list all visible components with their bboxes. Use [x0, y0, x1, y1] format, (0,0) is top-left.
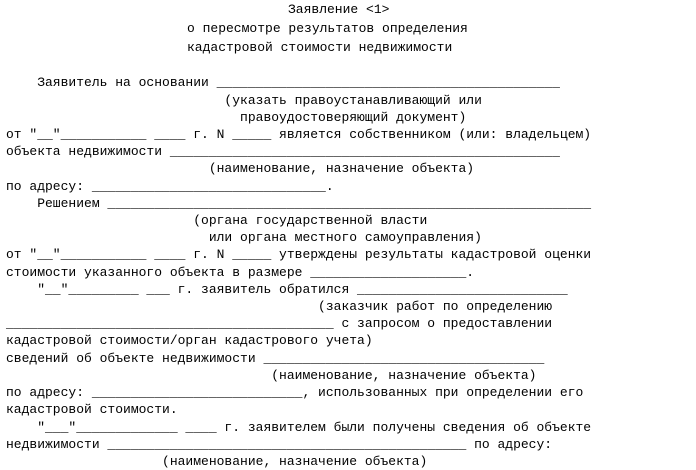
valuation-amount-line: стоимости указанного объекта в размере ____________________.	[6, 265, 475, 280]
hint-authority-cont: или органа местного самоуправления)	[6, 230, 482, 245]
info-received-line: "___"_____________ ____ г. заявителем были получены сведения об объекте	[6, 420, 592, 435]
document-title-subject: о пересмотре результатов определения	[187, 21, 468, 36]
property-address-line: недвижимости ______________________________________________ по адресу:	[6, 437, 553, 452]
approval-line: от "__"___________ ____ г. N _____ утверждены результаты кадастровой оценки	[6, 247, 592, 262]
address-line: по адресу: ______________________________.	[6, 179, 334, 194]
applicant-basis-line: Заявитель на основании ____________________________________________	[6, 75, 560, 90]
hint-object-name: (наименование, назначение объекта)	[6, 161, 475, 176]
hint-customer-cont: кадастровой стоимости/орган кадастрового учета)	[6, 333, 373, 348]
request-date-line: "__"_________ ___ г. заявитель обратился ___________________________	[6, 282, 568, 297]
hint-object-name-3: (наименование, назначение объекта)	[6, 454, 428, 469]
hint-authority: (органа государственной власти	[6, 213, 428, 228]
valuation-line: кадастровой стоимости.	[6, 402, 178, 417]
hint-customer: (заказчик работ по определению	[6, 299, 553, 314]
hint-title-document: (указать правоустанавливающий или	[6, 93, 482, 108]
hint-object-name-2: (наименование, назначение объекта)	[6, 368, 537, 383]
address-used-line: по адресу: ___________________________, использованных при определении его	[6, 385, 584, 400]
request-purpose-line: __________________________________________ с запросом о предоставлении	[6, 316, 553, 331]
property-object-line: объекта недвижимости __________________________________________________	[6, 144, 560, 159]
document-title-subject-cont: кадастровой стоимости недвижимости	[187, 40, 453, 55]
document-title: Заявление <1>	[288, 2, 390, 17]
ownership-line: от "__"___________ ____ г. N _____ является собственником (или: владельцем)	[6, 127, 592, 142]
object-info-line: сведений об объекте недвижимости ____________________________________	[6, 351, 545, 366]
hint-title-document-cont: правоудостоверяющий документ)	[6, 110, 467, 125]
decision-line: Решением ______________________________________________________________	[6, 196, 592, 211]
